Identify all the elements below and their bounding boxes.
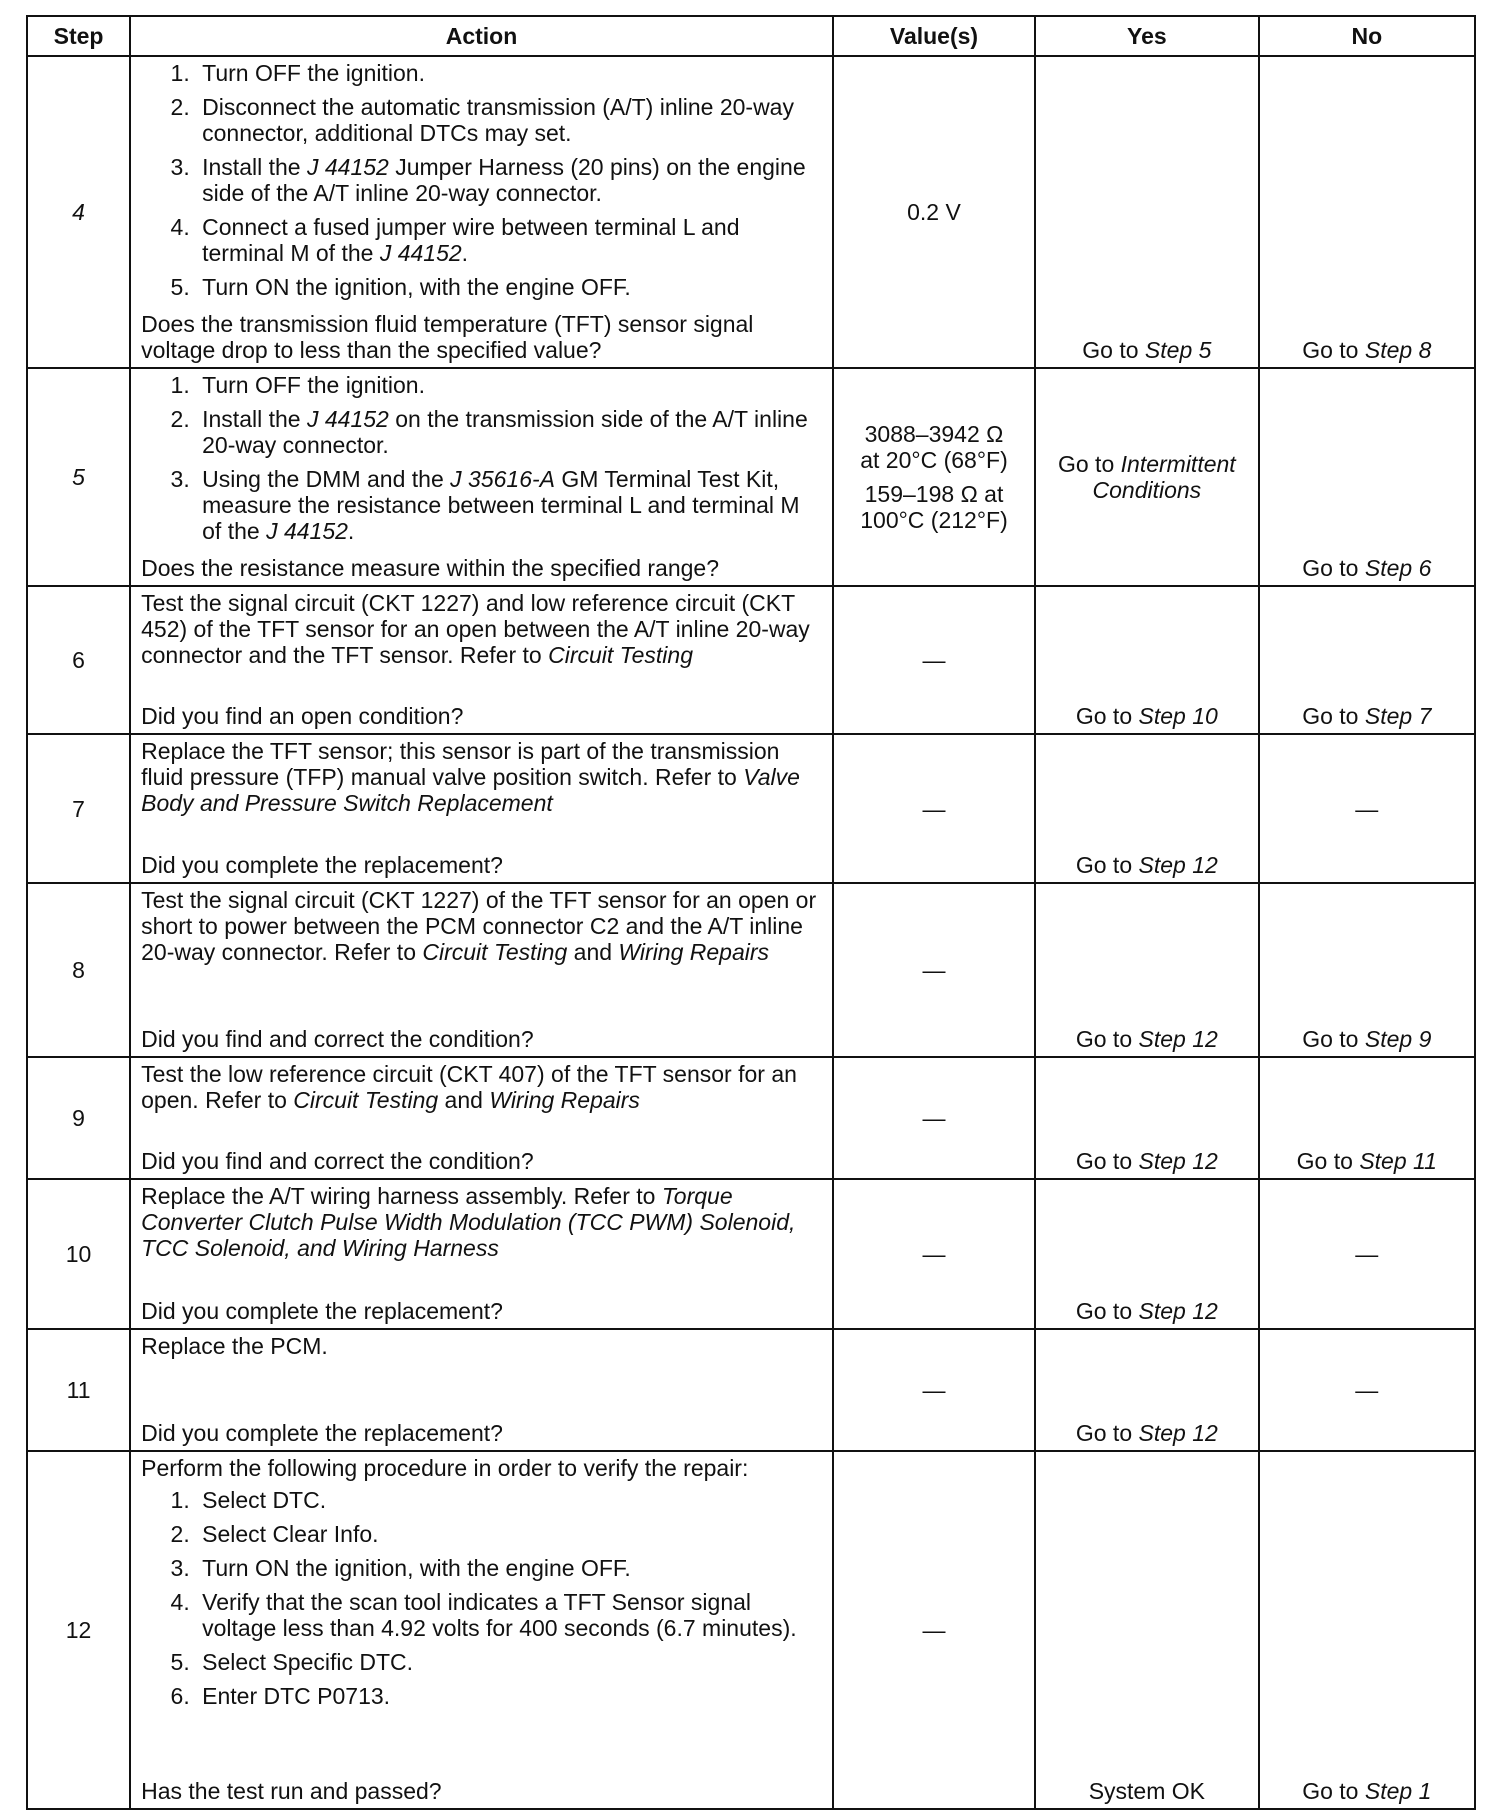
question-text: Did you find and correct the condition? (141, 1026, 534, 1052)
action-cell (130, 883, 833, 1057)
question-text: Did you find and correct the condition? (141, 1148, 534, 1174)
list-item: 2. Disconnect the automatic transmission (A/T) inline 20-way connector, additional DTCs may set. (196, 94, 820, 146)
list-item: 4. Connect a fused jumper wire between terminal L and terminal M of the J 44152. (196, 214, 820, 266)
yes-cell: Go to Step 12 (1035, 883, 1258, 1057)
action-text: Test the signal circuit (CKT 1227) and low reference circuit (CKT 452) of the TFT sensor for an open between the A/T inline 20-way connector and the TFT sensor. Refer to Circuit Testing (141, 590, 810, 668)
header-no: No (1259, 16, 1475, 56)
value-cell: 3088–3942 Ω at 20°C (68°F) 159–198 Ω at 100°C (212°F) (833, 368, 1035, 586)
header-step: Step (27, 16, 130, 56)
action-cell (130, 56, 833, 368)
value-cell: 0.2 V (833, 56, 1035, 368)
yes-cell: Go to Intermittent Conditions (1035, 368, 1258, 586)
action-cell (130, 1057, 833, 1179)
no-cell: — (1259, 734, 1475, 883)
value-cell: — (833, 1057, 1035, 1179)
action-text: Replace the TFT sensor; this sensor is part of the transmission fluid pressure (TFP) manual valve position switch. Refer to Valve Body and Pressure Switch Replacement (141, 738, 800, 816)
action-text: Test the low reference circuit (CKT 407) of the TFT sensor for an open. Refer to Circuit Testing and Wiring Repairs (141, 1061, 797, 1113)
no-cell: Go to Step 7 (1259, 586, 1475, 734)
no-cell: Go to Step 8 (1259, 56, 1475, 368)
yes-cell: Go to Step 12 (1035, 1179, 1258, 1329)
step-number: 8 (27, 883, 130, 1057)
question-text: Did you complete the replacement? (141, 1298, 503, 1324)
value-cell (833, 586, 1035, 734)
list-item: 4. Verify that the scan tool indicates a TFT Sensor signal voltage less than 4.92 volts for 400 seconds (6.7 minutes). (196, 1589, 820, 1641)
value-cell: — (833, 1451, 1035, 1809)
action-text: Replace the PCM. (141, 1333, 328, 1359)
question-text: Has the test run and passed? (141, 1778, 442, 1804)
table-row (27, 883, 1475, 1057)
action-cell (130, 586, 833, 734)
step-number: 9 (27, 1057, 130, 1179)
no-cell: Go to Step 6 (1259, 368, 1475, 586)
action-cell (130, 1451, 833, 1809)
header-values: Value(s) (833, 16, 1035, 56)
no-cell: Go to Step 1 (1259, 1451, 1475, 1809)
action-cell (130, 734, 833, 883)
question-text: Did you find an open condition? (141, 703, 464, 729)
value-cell: — (833, 734, 1035, 883)
step-number: 7 (27, 734, 130, 883)
table-row (27, 1451, 1475, 1809)
yes-cell: Go to Step 12 (1035, 1329, 1258, 1451)
question-text: Did you complete the replacement? (141, 852, 503, 878)
list-item: 6. Enter DTC P0713. (196, 1683, 820, 1709)
yes-cell: Go to Step 10 (1035, 586, 1258, 734)
table-row (27, 1179, 1475, 1329)
header-action: Action (130, 16, 833, 56)
list-item: 1. Select DTC. (196, 1487, 820, 1513)
table-row (27, 368, 1475, 586)
list-item: 1. Turn OFF the ignition. (196, 372, 820, 398)
list-item: 1. Turn OFF the ignition. (196, 60, 820, 86)
yes-cell: Go to Step 5 (1035, 56, 1258, 368)
question-text: Did you complete the replacement? (141, 1420, 503, 1446)
no-cell: Go to Step 9 (1259, 883, 1475, 1057)
action-text: Test the signal circuit (CKT 1227) of the TFT sensor for an open or short to power between the PCM connector C2 and the A/T inline 20-way connector. Refer to Circuit Testing and Wiring Repairs (141, 887, 817, 965)
table-row (27, 1057, 1475, 1179)
header-row (27, 16, 1475, 56)
list-item: 2. Select Clear Info. (196, 1521, 820, 1547)
table-row (27, 1329, 1475, 1451)
table-row (27, 586, 1475, 734)
action-text: Replace the A/T wiring harness assembly. Refer to Torque Converter Clutch Pulse Width Modulation (TCC PWM) Solenoid, TCC Solenoid, and Wiring Harness (141, 1183, 796, 1261)
yes-cell: System OK (1035, 1451, 1258, 1809)
step-number: 11 (27, 1329, 130, 1451)
question-text: Does the resistance measure within the specified range? (141, 555, 719, 581)
table-row (27, 56, 1475, 368)
table-row (27, 734, 1475, 883)
step-number: 10 (27, 1179, 130, 1329)
step-number: 12 (27, 1451, 130, 1809)
action-cell (130, 1329, 833, 1451)
action-steps (141, 1487, 820, 1709)
yes-cell: Go to Step 12 (1035, 1057, 1258, 1179)
yes-cell: Go to Step 12 (1035, 734, 1258, 883)
step-number: 4 (27, 56, 130, 368)
list-item: 3. Using the DMM and the J 35616-A GM Terminal Test Kit, measure the resistance between terminal L and terminal M of the J 44152. (196, 466, 820, 544)
value-cell: — (833, 883, 1035, 1057)
dash: — (922, 647, 946, 673)
no-cell: — (1259, 1179, 1475, 1329)
list-item: 2. Install the J 44152 on the transmission side of the A/T inline 20-way connector. (196, 406, 820, 458)
header-yes: Yes (1035, 16, 1258, 56)
question-text: Does the transmission fluid temperature (TFT) sensor signal voltage drop to less than the specified value? (141, 311, 754, 363)
value-cell: — (833, 1179, 1035, 1329)
step-number: 5 (27, 368, 130, 586)
step-number: 6 (27, 586, 130, 734)
no-cell: — (1259, 1329, 1475, 1451)
action-text: Perform the following procedure in order to verify the repair: (141, 1455, 749, 1481)
list-item: 5. Select Specific DTC. (196, 1649, 820, 1675)
diagnostic-table (26, 15, 1476, 1810)
no-cell: Go to Step 11 (1259, 1057, 1475, 1179)
action-steps (141, 60, 820, 306)
action-steps (141, 372, 820, 550)
list-item: 3. Install the J 44152 Jumper Harness (20 pins) on the engine side of the A/T inline 20-way connector. (196, 154, 820, 206)
list-item: 5. Turn ON the ignition, with the engine OFF. (196, 274, 820, 300)
action-cell (130, 1179, 833, 1329)
value-cell: — (833, 1329, 1035, 1451)
list-item: 3. Turn ON the ignition, with the engine OFF. (196, 1555, 820, 1581)
action-cell (130, 368, 833, 586)
